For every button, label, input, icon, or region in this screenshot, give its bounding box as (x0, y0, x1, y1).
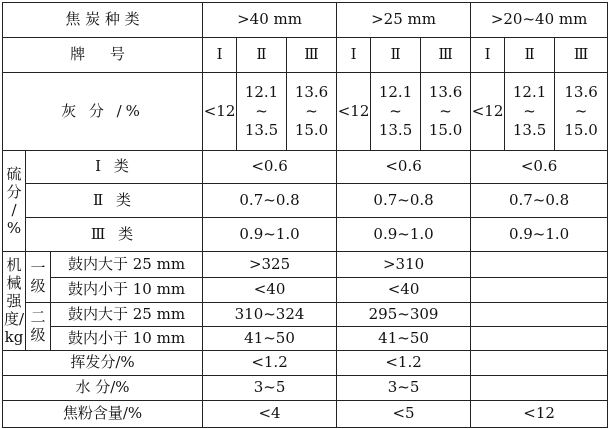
strength-value-20-40 (471, 327, 608, 351)
ash-value-g2: 12.1 ~ 13.5 (371, 73, 421, 151)
grade-header: 牌 号 (3, 38, 203, 73)
strength-row-label: 鼓内小于 10 mm (51, 327, 203, 351)
fines-value-25: <5 (337, 401, 471, 428)
strength-value-40: <40 (203, 278, 337, 303)
ash-value-g3: 13.6 ~ 15.0 (555, 73, 608, 151)
moisture-value-25: 3~5 (337, 376, 471, 401)
volatile-value-40: <1.2 (203, 351, 337, 376)
grade-2-cell: Ⅱ (505, 38, 555, 73)
size-25-header: >25 mm (337, 3, 471, 38)
strength-value-40: 310~324 (203, 303, 337, 327)
strength-value-25: 41~50 (337, 327, 471, 351)
ash-value-g3: 13.6 ~ 15.0 (287, 73, 337, 151)
strength-level-1: 一 级 (26, 252, 51, 303)
ash-value-g1: <12 (203, 73, 237, 151)
volatile-value-25: <1.2 (337, 351, 471, 376)
strength-value-40: 41~50 (203, 327, 337, 351)
sulfur-row-label: Ⅰ 类 (26, 151, 203, 184)
moisture-label: 水 分/% (3, 376, 203, 401)
volatile-label: 挥发分/% (3, 351, 203, 376)
volatile-value-20-40 (471, 351, 608, 376)
sulfur-row-label: Ⅱ 类 (26, 184, 203, 218)
grade-1-cell: Ⅰ (203, 38, 237, 73)
fines-value-40: <4 (203, 401, 337, 428)
moisture-value-20-40 (471, 376, 608, 401)
sulfur-value-25: <0.6 (337, 151, 471, 184)
size-40-header: >40 mm (203, 3, 337, 38)
strength-value-20-40 (471, 252, 608, 278)
ash-label: 灰 分 /% (3, 73, 203, 151)
ash-value-g1: <12 (471, 73, 505, 151)
sulfur-value-40: 0.7~0.8 (203, 184, 337, 218)
moisture-value-40: 3~5 (203, 376, 337, 401)
sulfur-value-25: 0.9~1.0 (337, 218, 471, 252)
strength-value-40: >325 (203, 252, 337, 278)
ash-value-g1: <12 (337, 73, 371, 151)
grade-2-cell: Ⅱ (371, 38, 421, 73)
strength-value-20-40 (471, 303, 608, 327)
ash-value-g3: 13.6 ~ 15.0 (421, 73, 471, 151)
sulfur-value-20-40: 0.9~1.0 (471, 218, 608, 252)
strength-value-25: >310 (337, 252, 471, 278)
sulfur-value-20-40: <0.6 (471, 151, 608, 184)
sulfur-value-40: <0.6 (203, 151, 337, 184)
sulfur-value-20-40: 0.7~0.8 (471, 184, 608, 218)
sulfur-value-40: 0.9~1.0 (203, 218, 337, 252)
size-20-40-header: >20~40 mm (471, 3, 608, 38)
strength-value-25: <40 (337, 278, 471, 303)
ash-value-g2: 12.1 ~ 13.5 (505, 73, 555, 151)
grade-3-cell: Ⅲ (555, 38, 608, 73)
sulfur-group-label: 硫 分 / % (3, 151, 26, 252)
sulfur-value-25: 0.7~0.8 (337, 184, 471, 218)
strength-row-label: 鼓内小于 10 mm (51, 278, 203, 303)
sulfur-row-label: Ⅲ 类 (26, 218, 203, 252)
grade-3-cell: Ⅲ (421, 38, 471, 73)
fines-label: 焦粉含量/% (3, 401, 203, 428)
ash-value-g2: 12.1 ~ 13.5 (237, 73, 287, 151)
grade-1-cell: Ⅰ (337, 38, 371, 73)
grade-3-cell: Ⅲ (287, 38, 337, 73)
strength-level-2: 二 级 (26, 303, 51, 351)
strength-row-label: 鼓内大于 25 mm (51, 303, 203, 327)
strength-value-25: 295~309 (337, 303, 471, 327)
grade-1-cell: Ⅰ (471, 38, 505, 73)
coke-spec-table (2, 2, 608, 428)
strength-value-20-40 (471, 278, 608, 303)
coke-type-header: 焦 炭 种 类 (3, 3, 203, 38)
strength-row-label: 鼓内大于 25 mm (51, 252, 203, 278)
grade-2-cell: Ⅱ (237, 38, 287, 73)
fines-value-20-40: <12 (471, 401, 608, 428)
strength-group-label: 机 械强 度/ kg (3, 252, 26, 351)
